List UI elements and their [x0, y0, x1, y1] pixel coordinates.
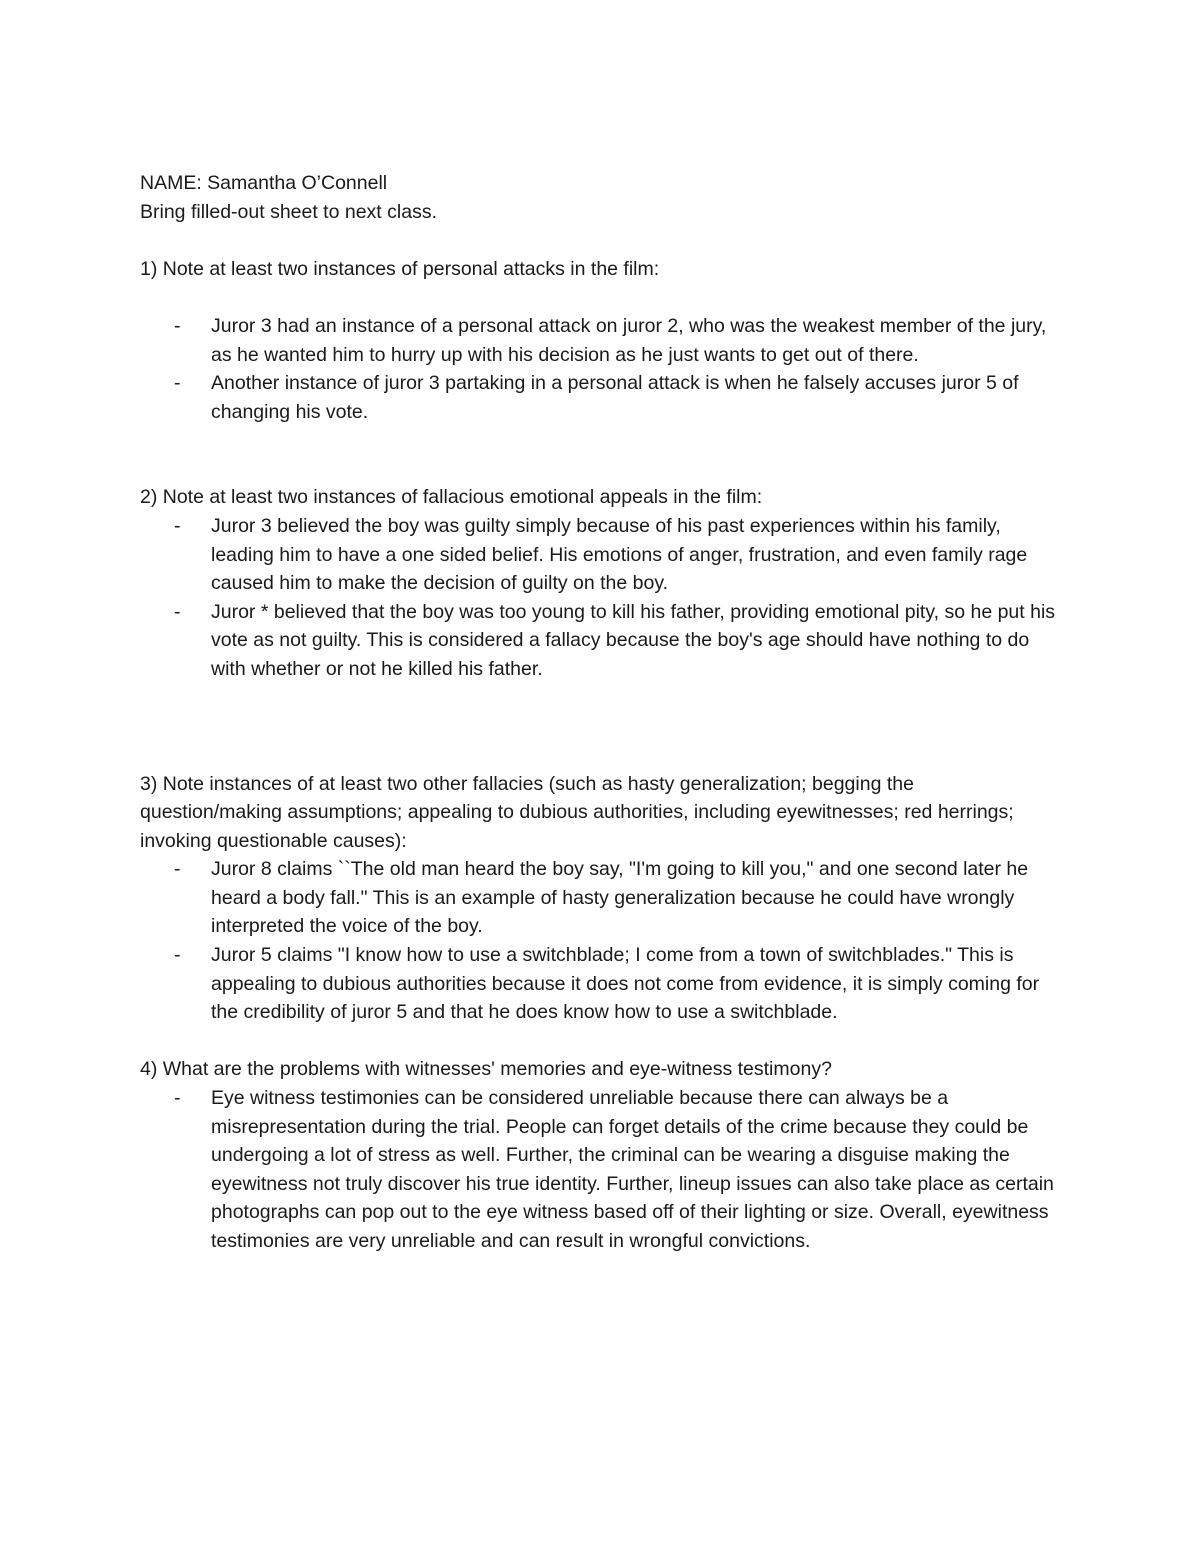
question-3	[140, 770, 1080, 1027]
answer-item	[140, 1084, 1061, 1256]
answer-item	[140, 941, 1061, 1027]
answer-text: Juror * believed that the boy was too young to kill his father, providing emotional pity, so he put his vote as not guilty. This is considered a fallacy because the boy's age should have nothing to do with whether or not he killed his father.	[211, 600, 1056, 680]
answer-list	[140, 512, 1080, 684]
answer-text: Juror 8 claims ``The old man heard the boy say, "I'm going to kill you," and one second later he heard a body fall." This is an example of hasty generalization because he could have wrongly interpreted the voice of the boy.	[211, 858, 1029, 938]
instruction-text: Bring filled-out sheet to next class.	[140, 200, 437, 223]
answer-item	[140, 312, 1061, 369]
spacer	[140, 226, 1080, 255]
question-prompt: 2) Note at least two instances of fallacious emotional appeals in the film:	[140, 486, 763, 509]
answer-text: Another instance of juror 3 partaking in a personal attack is when he falsely accuses juror 5 of changing his vote.	[211, 372, 1019, 423]
spacer	[140, 283, 1080, 312]
bullet-dash: -	[174, 314, 181, 337]
answer-text: Juror 3 believed the boy was guilty simply because of his past experiences within his family, leading him to have a one sided belief. His emotions of anger, frustration, and even family rage caused him to make the decision of guilty on the boy.	[211, 514, 1028, 595]
student-name: NAME: Samantha O’Connell	[140, 172, 388, 194]
bullet-dash: -	[174, 1087, 181, 1110]
question-1	[140, 255, 1080, 427]
answer-item	[140, 512, 1061, 598]
answer-item	[140, 855, 1061, 941]
question-prompt: 4) What are the problems with witnesses' memories and eye-witness testimony?	[140, 1058, 832, 1081]
question-prompt: 1) Note at least two instances of personal attacks in the film:	[140, 257, 660, 280]
bullet-dash: -	[174, 858, 181, 881]
answer-item	[140, 369, 1061, 426]
spacer	[140, 684, 1080, 770]
question-4	[140, 1055, 1080, 1255]
answer-list	[140, 855, 1080, 1027]
bullet-dash: -	[174, 600, 181, 623]
question-2	[140, 483, 1080, 683]
answer-text: Juror 5 claims "I know how to use a switchblade; I come from a town of switchblades." This is appealing to dubious authorities because it does not come from evidence, it is simply coming for the credibility of juror 5 and that he does know how to use a switchblade.	[211, 944, 1040, 1024]
worksheet-page	[140, 169, 1080, 1256]
answer-item	[140, 598, 1061, 684]
question-prompt: 3) Note instances of at least two other fallacies (such as hasty generalization; begging the question/making assumptions; appealing to dubious authorities, including eyewitnesses; red herrings; invoking questionable causes):	[140, 772, 1014, 852]
answer-list	[140, 1084, 1080, 1256]
answer-list	[140, 312, 1080, 426]
bullet-dash: -	[174, 372, 181, 395]
bullet-dash: -	[174, 514, 181, 537]
answer-text: Juror 3 had an instance of a personal attack on juror 2, who was the weakest member of the jury, as he wanted him to hurry up with his decision as he just wants to get out of there.	[211, 314, 1047, 366]
spacer	[140, 426, 1080, 483]
answer-text: Eye witness testimonies can be considered unreliable because there can always be a misrepresentation during the trial. People can forget details of the crime because they could be undergoing a lot of stress as well. Further, the criminal can be wearing a disguise making the eyewitness not truly discover his true identity. Further, lineup issues can also take place as certain photographs can pop out to the eye witness based off of their lighting or size. Overall, eyewitness testimonies are very unreliable and can result in wrongful convictions.	[211, 1087, 1054, 1252]
spacer	[140, 1027, 1080, 1056]
bullet-dash: -	[174, 944, 181, 967]
